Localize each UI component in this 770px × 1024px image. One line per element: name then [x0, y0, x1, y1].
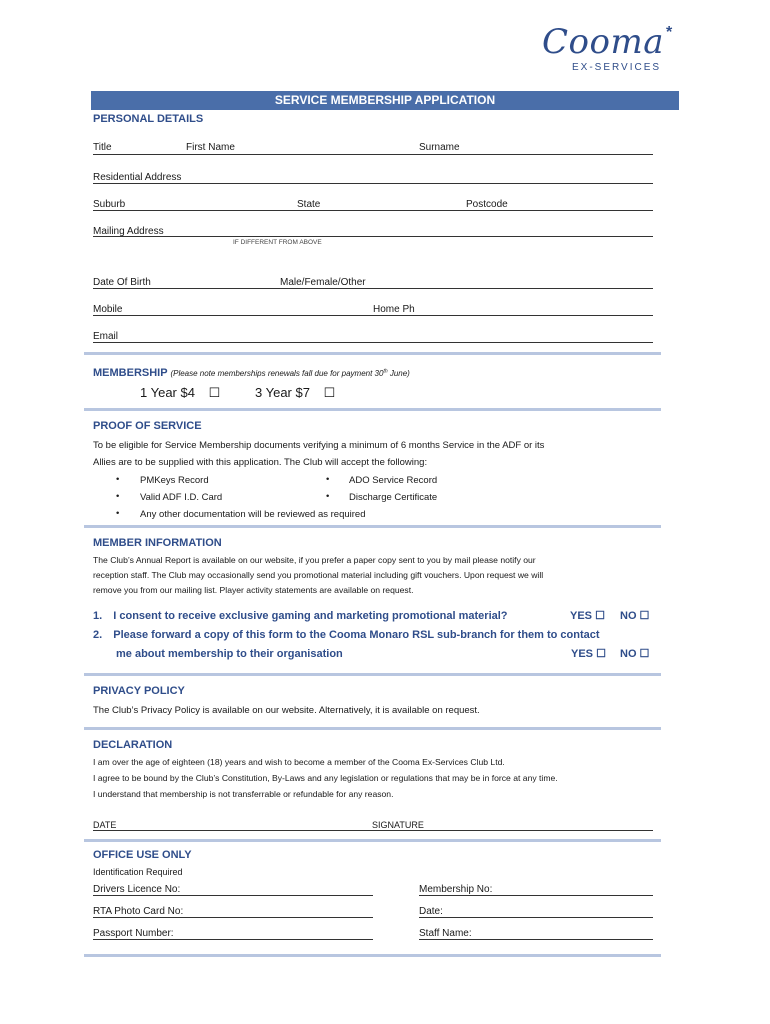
option-3-year-label: 3 Year $7: [255, 385, 310, 400]
bullet-icon: •: [116, 474, 120, 485]
postcode-label: Postcode: [466, 199, 508, 210]
state-label: State: [297, 199, 321, 210]
member-info-line-3: remove you from our mailing list. Player activity statements are available on request.: [93, 585, 414, 595]
passport-number-line[interactable]: [93, 939, 373, 940]
first-name-label: First Name: [186, 142, 235, 153]
option-1-year-checkbox[interactable]: ☐: [208, 385, 221, 400]
logo-subtitle: EX-SERVICES: [572, 62, 662, 73]
q1-text: I consent to receive exclusive gaming and marketing promotional material?: [113, 610, 508, 622]
q2-text-line-2: me about membership to their organisation: [116, 648, 343, 660]
declaration-heading: DECLARATION: [93, 739, 173, 751]
declaration-line-2: I agree to be bound by the Club’s Constitution, By-Laws and any legislation or regulations that may be in force at any time.: [93, 773, 558, 783]
member-info-line-1: The Club’s Annual Report is available on our website, if you prefer a paper copy sent to you by mail please notify our: [93, 555, 536, 565]
email-line[interactable]: [93, 342, 653, 343]
member-info-line-2: reception staff. The Club may occasionally send you promotional material including gift vouchers. Upon request we will: [93, 570, 544, 580]
staff-name-label: Staff Name:: [419, 928, 472, 939]
option-1-year[interactable]: [140, 385, 220, 401]
proof-item-ado: ADO Service Record: [349, 475, 438, 486]
option-3-year-checkbox[interactable]: ☐: [323, 385, 336, 400]
option-3-year[interactable]: [255, 385, 335, 401]
q2-yes-checkbox[interactable]: YES ☐: [571, 648, 606, 660]
phone-line[interactable]: [93, 315, 653, 316]
q2-number: 2.: [93, 629, 103, 641]
suburb-line[interactable]: [93, 210, 653, 211]
q2-no-checkbox[interactable]: NO ☐: [620, 648, 650, 660]
drivers-licence-line[interactable]: [93, 895, 373, 896]
signature-label: SIGNATURE: [372, 820, 424, 830]
home-phone-label: Home Ph: [373, 304, 415, 315]
membership-heading: [93, 367, 410, 379]
identification-required-label: Identification Required: [93, 867, 183, 877]
q1-number: 1.: [93, 610, 103, 622]
option-1-year-label: 1 Year $4: [140, 385, 195, 400]
bullet-icon: •: [116, 508, 120, 519]
consent-question-1: [93, 607, 508, 626]
name-field-line[interactable]: [93, 154, 653, 155]
residential-address-label: Residential Address: [93, 172, 182, 183]
form-title: SERVICE MEMBERSHIP APPLICATION: [91, 91, 679, 110]
proof-item-other: Any other documentation will be reviewed as required: [140, 509, 366, 520]
bullet-icon: •: [116, 491, 120, 502]
membership-note-text: (Please note memberships renewals fall due for payment 30: [170, 369, 384, 378]
member-information-heading: MEMBER INFORMATION: [93, 537, 222, 549]
section-divider: [84, 954, 661, 957]
gender-label: Male/Female/Other: [280, 277, 366, 288]
rta-photo-card-label: RTA Photo Card No:: [93, 906, 184, 917]
passport-number-label: Passport Number:: [93, 928, 174, 939]
title-label: Title: [93, 142, 112, 153]
proof-item-adf-card: Valid ADF I.D. Card: [140, 492, 223, 503]
consent-question-2: [93, 626, 600, 645]
date-label: DATE: [93, 820, 117, 830]
section-divider: [84, 408, 661, 411]
section-divider: [84, 673, 661, 676]
personal-details-heading: PERSONAL DETAILS: [93, 113, 204, 125]
office-use-heading: OFFICE USE ONLY: [93, 849, 192, 861]
drivers-licence-label: Drivers Licence No:: [93, 884, 181, 895]
section-divider: [84, 839, 661, 842]
residential-address-line[interactable]: [93, 183, 653, 184]
logo-wordmark: Cooma: [542, 22, 664, 62]
club-logo: [540, 20, 690, 76]
proof-line-1: To be eligible for Service Membership documents verifying a minimum of 6 months Service in the ADF or its: [93, 440, 545, 451]
membership-note-end: June): [387, 369, 410, 378]
privacy-policy-heading: PRIVACY POLICY: [93, 685, 185, 697]
proof-item-discharge: Discharge Certificate: [349, 492, 438, 503]
membership-number-label: Membership No:: [419, 884, 493, 895]
office-date-line[interactable]: [419, 917, 653, 918]
office-date-label: Date:: [419, 906, 443, 917]
membership-note: [170, 369, 409, 378]
proof-item-pmkeys: PMKeys Record: [140, 475, 209, 486]
rta-photo-card-line[interactable]: [93, 917, 373, 918]
proof-line-2: Allies are to be supplied with this application. The Club will accept the following:: [93, 457, 428, 468]
suburb-label: Suburb: [93, 199, 126, 210]
q1-yes-checkbox[interactable]: YES ☐: [570, 610, 605, 622]
staff-name-line[interactable]: [419, 939, 653, 940]
mailing-address-label: Mailing Address: [93, 226, 164, 237]
declaration-line-1: I am over the age of eighteen (18) years and wish to become a member of the Cooma Ex-Services Club Ltd.: [93, 757, 505, 767]
membership-number-line[interactable]: [419, 895, 653, 896]
date-of-birth-label: Date Of Birth: [93, 277, 151, 288]
bullet-icon: •: [326, 474, 330, 485]
mobile-label: Mobile: [93, 304, 123, 315]
membership-note-sup: th: [383, 368, 388, 375]
section-divider: [84, 727, 661, 730]
q2-text-line-1: Please forward a copy of this form to the Cooma Monaro RSL sub-branch for them to contact: [113, 629, 600, 641]
dob-line[interactable]: [93, 288, 653, 289]
surname-label: Surname: [419, 142, 460, 153]
logo-star: *: [666, 24, 673, 41]
proof-of-service-heading: PROOF OF SERVICE: [93, 420, 202, 432]
mailing-address-note: IF DIFFERENT FROM ABOVE: [233, 239, 322, 246]
section-divider: [84, 525, 661, 528]
mailing-address-line[interactable]: [93, 236, 653, 237]
privacy-policy-text: The Club’s Privacy Policy is available on our website. Alternatively, it is available on request.: [93, 705, 480, 716]
bullet-icon: •: [326, 491, 330, 502]
membership-heading-text: MEMBERSHIP: [93, 367, 168, 379]
email-label: Email: [93, 331, 119, 342]
section-divider: [84, 352, 661, 355]
declaration-line-3: I understand that membership is not transferrable or refundable for any reason.: [93, 789, 394, 799]
date-signature-line[interactable]: [93, 830, 653, 831]
q1-no-checkbox[interactable]: NO ☐: [620, 610, 650, 622]
